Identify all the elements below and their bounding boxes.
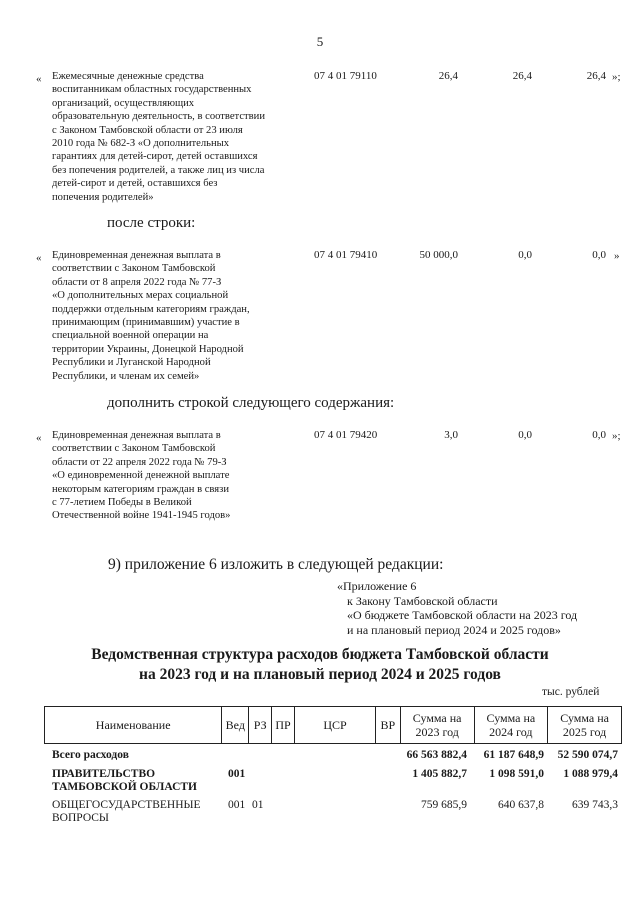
entry-2-line: поддержки отдельным категориям граждан, xyxy=(52,303,250,315)
entry-2-line: принимающим (принимавшим) участие в xyxy=(52,317,240,329)
entry-2-line: специальной военной операции на xyxy=(52,330,209,342)
entry-3-line: некоторым категориям граждан в связи xyxy=(52,483,230,495)
appendix-line: и на плановый период 2024 и 2025 годов» xyxy=(347,622,561,637)
table-row-general-2025: 639 743,3 xyxy=(572,799,618,811)
entry-1-line: 2010 года № 682-З «О дополнительных xyxy=(52,138,230,150)
entry-2-line: территории Украины, Донецкой Народной xyxy=(52,343,244,355)
table-row-total-name: Всего расходов xyxy=(52,749,129,761)
entry-2-line: области от 8 апреля 2022 года № 77-З xyxy=(52,276,222,288)
entry-1-line: образовательную деятельность, в соответствии xyxy=(52,111,265,123)
table-row-general-name xyxy=(52,799,201,825)
close-quote-1: »; xyxy=(612,71,621,83)
entry-1-line: организаций, осуществляющих xyxy=(52,97,195,109)
table-row-gov-2024: 1 098 591,0 xyxy=(489,768,544,780)
header-2025-l1: Сумма на xyxy=(560,711,609,725)
table-row-general-name-l1: ОБЩЕГОСУДАРСТВЕННЫЕ xyxy=(52,799,201,811)
entry-1-text xyxy=(52,70,312,204)
header-2024-l2: 2024 год xyxy=(489,725,533,739)
units-label: тыс. рублей xyxy=(542,686,600,698)
header-2024 xyxy=(474,707,548,744)
table-row-gov-ved: 001 xyxy=(228,768,246,780)
entry-1-2024: 26,4 xyxy=(512,70,532,82)
entry-3-line: с 77-летием Победы в Великой xyxy=(52,497,192,509)
header-2025 xyxy=(548,707,622,744)
title-line: на 2023 год и на плановый период 2024 и 2025 годов xyxy=(139,666,501,683)
entry-3-line: Отечественной войне 1941-1945 годов» xyxy=(52,510,231,522)
header-rz: РЗ xyxy=(249,707,272,744)
table-row-gov-2023: 1 405 882,7 xyxy=(412,768,467,780)
header-2023-l1: Сумма на xyxy=(412,711,462,725)
entry-2-line: Республики и Луганской Народной xyxy=(52,357,211,369)
entry-2-line: Единовременная денежная выплата в xyxy=(52,250,221,261)
open-quote-2: « xyxy=(36,252,42,264)
header-2023-l2: 2023 год xyxy=(415,725,459,739)
after-line-label: после строки: xyxy=(107,215,196,231)
header-2024-l1: Сумма на xyxy=(486,711,536,725)
entry-3-2025: 0,0 xyxy=(592,429,606,441)
table-header-row xyxy=(45,707,622,744)
entry-2-line: «О дополнительных мерах социальной xyxy=(52,290,229,302)
budget-table xyxy=(44,706,622,744)
table-row-total-2024: 61 187 648,9 xyxy=(483,749,544,761)
entry-3-2024: 0,0 xyxy=(518,429,532,441)
entry-1-line: воспитанникам областных государственных xyxy=(52,84,252,96)
entry-1-line: гарантиях для детей-сирот, детей оставшихся xyxy=(52,151,258,163)
entry-2-line: Республики, и членам их семей» xyxy=(52,370,200,382)
title-line: Ведомственная структура расходов бюджета Тамбовской области xyxy=(91,646,549,663)
entry-1-2025: 26,4 xyxy=(586,70,606,82)
header-ved: Вед xyxy=(222,707,249,744)
header-pr: ПР xyxy=(272,707,295,744)
entry-2-line: соответствии с Законом Тамбовской xyxy=(52,263,216,275)
header-2025-l2: 2025 год xyxy=(562,725,607,739)
entry-1-line: с Законом Тамбовской области от 23 июля xyxy=(52,124,243,136)
add-line-label: дополнить строкой следующего содержания: xyxy=(107,395,395,411)
table-row-general-name-l2: ВОПРОСЫ xyxy=(52,812,109,824)
header-vr: ВР xyxy=(376,707,401,744)
entry-2-text xyxy=(52,249,312,383)
appendix-line: «Приложение 6 xyxy=(337,579,417,593)
entry-3-line: соответствии с Законом Тамбовской xyxy=(52,443,216,455)
entry-3-line: Единовременная денежная выплата в xyxy=(52,430,221,441)
entry-3-2023: 3,0 xyxy=(444,429,458,441)
close-quote-2: » xyxy=(614,250,620,262)
entry-2-2024: 0,0 xyxy=(518,249,532,261)
entry-3-text xyxy=(52,429,312,523)
header-2023 xyxy=(400,707,474,744)
table-row-general-2024: 640 637,8 xyxy=(498,799,544,811)
page-number: 5 xyxy=(316,34,324,49)
entry-2-2025: 0,0 xyxy=(592,249,606,261)
header-csr: ЦСР xyxy=(294,707,375,744)
table-row-total-2023: 66 563 882,4 xyxy=(406,749,467,761)
entry-1-line: без попечения родителей, а также лиц из числа xyxy=(52,164,265,176)
table-row-gov-2025: 1 088 979,4 xyxy=(563,768,618,780)
entry-3-code: 07 4 01 79420 xyxy=(314,429,378,441)
appendix-line: «О бюджете Тамбовской области на 2023 год xyxy=(347,608,578,622)
open-quote-1: « xyxy=(36,73,42,85)
entry-1-line: попечения родителей» xyxy=(52,191,154,203)
appendix-line: к Закону Тамбовской области xyxy=(347,593,498,608)
entry-1-code: 07 4 01 79110 xyxy=(314,70,377,82)
table-row-gov-name xyxy=(52,768,197,794)
table-row-total-2025: 52 590 074,7 xyxy=(557,749,618,761)
entry-1-line: детей-сирот и детей, оставшихся без xyxy=(52,178,218,190)
table-row-general-2023: 759 685,9 xyxy=(421,799,467,811)
table-row-gov-name-l1: ПРАВИТЕЛЬСТВО xyxy=(52,768,156,780)
document-title xyxy=(0,645,640,685)
table-row-gov-name-l2: ТАМБОВСКОЙ ОБЛАСТИ xyxy=(52,781,198,793)
entry-1-2023: 26,4 xyxy=(438,70,458,82)
open-quote-3: « xyxy=(36,432,42,444)
entry-3-line: «О единовременной денежной выплате xyxy=(52,470,230,482)
header-name: Наименование xyxy=(45,707,222,744)
table-row-general-ved: 001 xyxy=(228,799,246,811)
item-9-text: 9) приложение 6 изложить в следующей редакции: xyxy=(108,556,444,573)
appendix-caption xyxy=(337,579,617,637)
entry-3-line: области от 22 апреля 2022 года № 79-З xyxy=(52,456,227,468)
entry-2-2023: 50 000,0 xyxy=(419,249,458,261)
close-quote-3: »; xyxy=(612,430,621,442)
entry-2-code: 07 4 01 79410 xyxy=(314,249,378,261)
entry-1-line: Ежемесячные денежные средства xyxy=(52,71,204,82)
table-row-general-rz: 01 xyxy=(252,799,264,811)
